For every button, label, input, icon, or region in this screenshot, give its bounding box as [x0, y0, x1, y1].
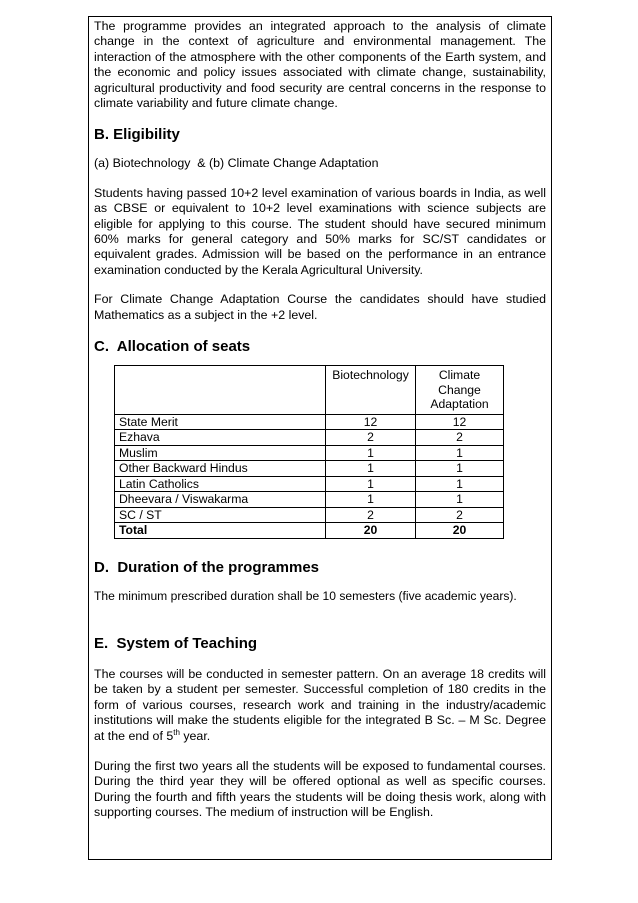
row-cca-seats: 1	[416, 492, 504, 508]
table-header-category	[115, 366, 326, 415]
row-biotech-seats: 1	[326, 476, 416, 492]
ordinal-suffix: th	[173, 727, 180, 737]
row-cca-seats: 1	[416, 461, 504, 477]
row-biotech-seats: 2	[326, 430, 416, 446]
teaching-paragraph-1-text: The courses will be conducted in semester pattern. On an average 18 credits will be taken by a student per semester. Successful completion of 180 credits in the form of various courses, research work and training in the industry/academic institutions will make the students eligible for the integrated B Sc. – M Sc. Degree at the end of 5	[94, 667, 546, 743]
teaching-paragraph-1-end: year.	[179, 728, 211, 743]
row-biotech-seats: 2	[326, 507, 416, 523]
duration-heading: D. Duration of the programmes	[94, 558, 320, 576]
total-biotech-seats: 20	[326, 523, 416, 539]
row-cca-seats: 1	[416, 476, 504, 492]
table-header-biotechnology: Biotechnology	[326, 366, 416, 415]
row-category: State Merit	[115, 414, 326, 430]
row-biotech-seats: 12	[326, 414, 416, 430]
table-row	[115, 461, 504, 477]
allocation-heading: C. Allocation of seats	[94, 338, 251, 356]
row-biotech-seats: 1	[326, 461, 416, 477]
row-biotech-seats: 1	[326, 445, 416, 461]
table-header-cca-text: Climate Change Adaptation	[430, 368, 489, 412]
eligibility-subtitle: (a) Biotechnology & (b) Climate Change Adaptation	[94, 156, 379, 171]
teaching-paragraph-1	[94, 667, 546, 744]
row-cca-seats: 12	[416, 414, 504, 430]
row-category: Latin Catholics	[115, 476, 326, 492]
row-category: Dheevara / Viswakarma	[115, 492, 326, 508]
teaching-paragraph-2: During the first two years all the students will be exposed to fundamental courses. During the third year they will be offered optional as well as specific courses. During the fourth and fifth years the students will be doing thesis work, along with supporting courses. The medium of instruction will be English.	[94, 759, 546, 820]
duration-paragraph: The minimum prescribed duration shall be 10 semesters (five academic years).	[94, 588, 517, 603]
eligibility-paragraph-1: Students having passed 10+2 level examination of various boards in India, as well as CBSE or equivalent to 10+2 level examinations with science subjects are eligible for applying to this course. The student should have secured minimum 60% marks for general category and 50% marks for SC/ST candidates or equivalent grades. Admission will be based on the performance in an entrance examination conducted by the Kerala Agricultural University.	[94, 185, 546, 277]
table-row	[115, 414, 504, 430]
row-cca-seats: 2	[416, 507, 504, 523]
total-label: Total	[115, 523, 326, 539]
table-row	[115, 507, 504, 523]
table-row	[115, 445, 504, 461]
eligibility-heading: B. Eligibility	[94, 126, 180, 144]
table-total-row	[115, 523, 504, 539]
row-cca-seats: 2	[416, 430, 504, 446]
table-row	[115, 476, 504, 492]
table-row	[115, 492, 504, 508]
intro-paragraph: The programme provides an integrated approach to the analysis of climate change in the context of agriculture and environmental management. The interaction of the atmosphere with the other components of the Earth system, and the economic and policy issues associated with climate change, sustainability, agricultural productivity and food security are central concerns in the response to climate variability and future climate change.	[94, 19, 546, 111]
eligibility-paragraph-2: For Climate Change Adaptation Course the candidates should have studied Mathematics as a subject in the +2 level.	[94, 292, 546, 322]
teaching-heading: E. System of Teaching	[94, 635, 258, 652]
row-biotech-seats: 1	[326, 492, 416, 508]
total-cca-seats: 20	[416, 523, 504, 539]
row-cca-seats: 1	[416, 445, 504, 461]
row-category: Muslim	[115, 445, 326, 461]
row-category: Ezhava	[115, 430, 326, 446]
seat-allocation-table	[114, 365, 504, 539]
document-page	[88, 16, 552, 860]
row-category: Other Backward Hindus	[115, 461, 326, 477]
table-header-row	[115, 366, 504, 415]
table-row	[115, 430, 504, 446]
row-category: SC / ST	[115, 507, 326, 523]
table-header-climate-change-adaptation	[416, 366, 504, 415]
